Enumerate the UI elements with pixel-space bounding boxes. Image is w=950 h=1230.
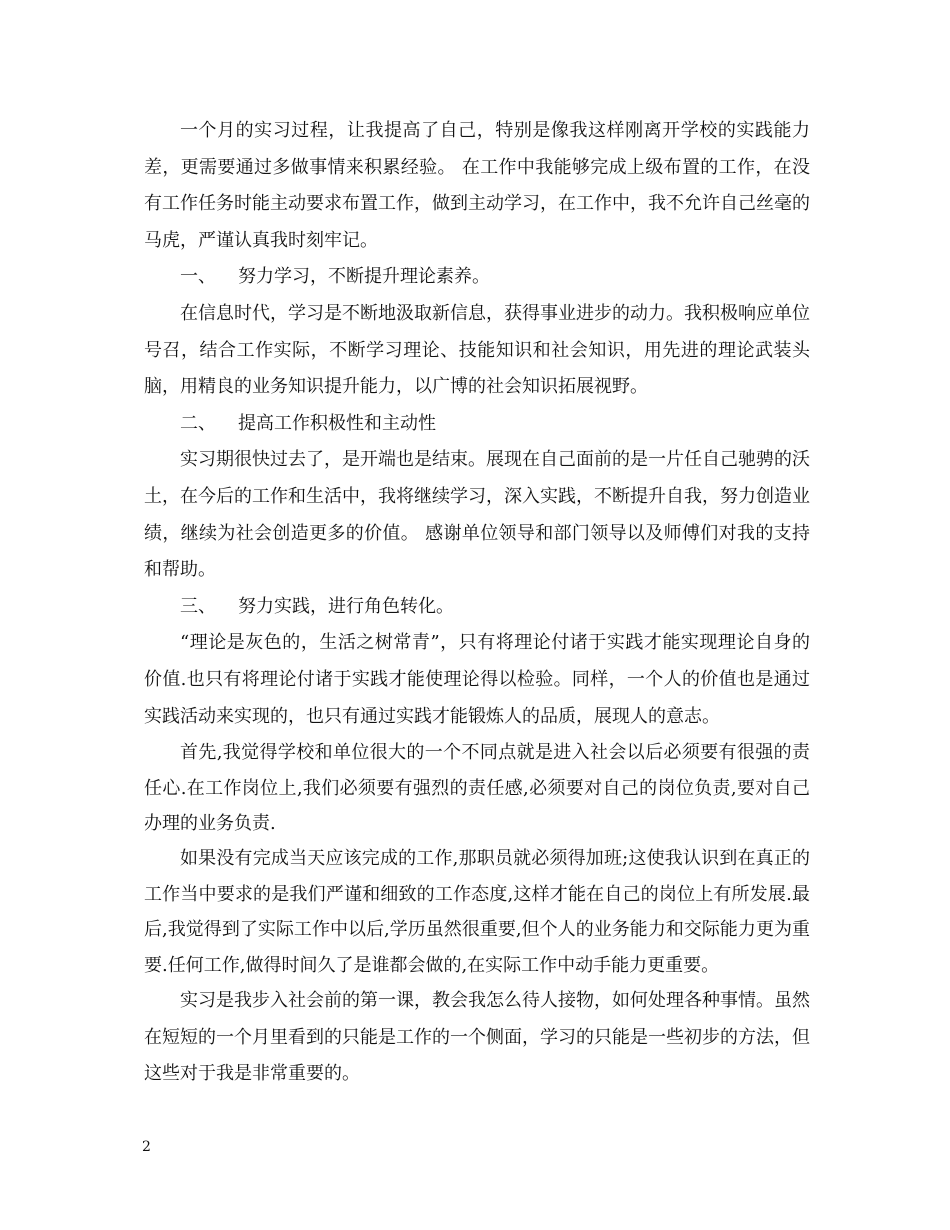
paragraph-work-attitude: 如果没有完成当天应该完成的工作,那职员就必须得加班;这使我认识到在真正的工作当中要求的是我们严谨和细致的工作态度,这样才能在自己的岗位上有所发展.最后,我觉得到了实际工作中以后,学历虽然很重要,但个人的业务能力和交际能力更为重要.任何工作,做得时间久了是谁都会做的,在实际工作中动手能力更重要。 — [144, 848, 810, 976]
paragraph-responsibility: 首先,我觉得学校和单位很大的一个不同点就是进入社会以后必须要有很强的责任心.在工作岗位上,我们必须要有强烈的责任感,必须要对自己的岗位负责,要对自己办理的业务负责. — [144, 742, 810, 834]
section-heading-3 — [144, 589, 810, 626]
section-heading-2 — [144, 406, 810, 443]
paragraph-first-lesson: 实习是我步入社会前的第一课，教会我怎么待人接物，如何处理各种事情。虽然在短短的一个月里看到的只能是工作的一个侧面，学习的只能是一些初步的方法，但这些对于我是非常重要的。 — [144, 989, 810, 1085]
section-number: 三、 — [180, 595, 216, 617]
paragraph-learning: 在信息时代，学习是不断地汲取新信息，获得事业进步的动力。我积极响应单位号召，结合工作实际，不断学习理论、技能知识和社会知识，用先进的理论武装头脑，用精良的业务知识提升能力，以广博的社会知识拓展视野。 — [144, 302, 810, 398]
paragraph-initiative: 实习期很快过去了，是开端也是结束。展现在自己面前的是一片任自己驰骋的沃土，在今后的工作和生活中，我将继续学习，深入实践，不断提升自我，努力创造业绩，继续为社会创造更多的价值。 感谢单位领导和部门领导以及师傅们对我的支持和帮助。 — [144, 449, 810, 581]
section-heading-1 — [144, 259, 810, 296]
section-number: 一、 — [180, 266, 216, 288]
section-title: 努力学习，不断提升理论素养。 — [238, 266, 490, 288]
paragraph-theory-practice: “理论是灰色的，生活之树常青”，只有将理论付诸于实践才能实现理论自身的价值.也只有将理论付诸于实践才能使理论得以检验。同样，一个人的价值也是通过实践活动来实现的，也只有通过实践才能锻炼人的品质，展现人的意志。 — [144, 632, 810, 727]
document-body — [144, 113, 810, 1093]
page-number: 2 — [142, 1139, 151, 1155]
section-number: 二、 — [180, 412, 216, 434]
section-title: 努力实践，进行角色转化。 — [238, 595, 454, 617]
paragraph-internship-reflection: 一个月的实习过程，让我提高了自己，特别是像我这样刚离开学校的实践能力差，更需要通过多做事情来积累经验。 在工作中我能够完成上级布置的工作，在没有工作任务时能主动要求布置工作，做到主动学习，在工作中，我不允许自己丝毫的马虎，严谨认真我时刻牢记。 — [144, 120, 810, 251]
section-title: 提高工作积极性和主动性 — [238, 412, 436, 434]
